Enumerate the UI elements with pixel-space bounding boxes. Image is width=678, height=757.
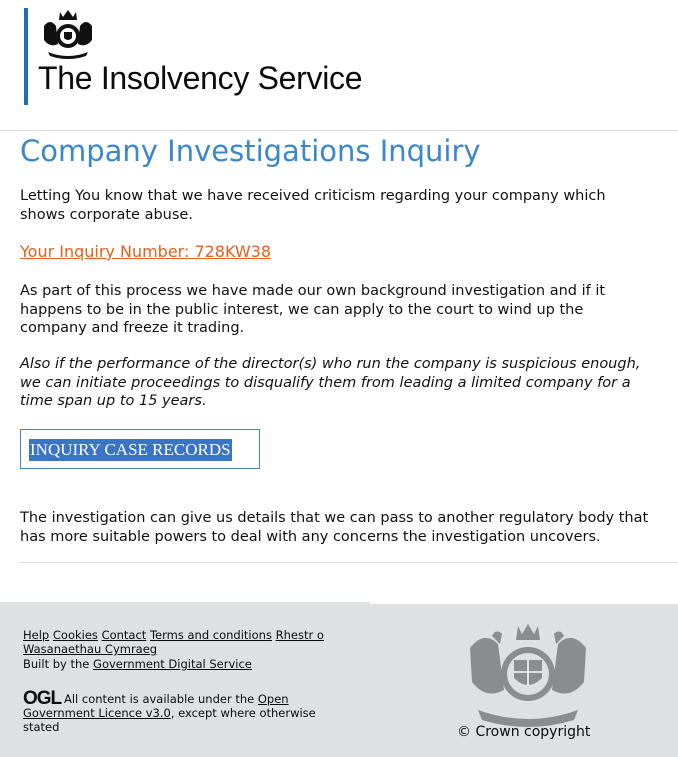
director-paragraph: Also if the performance of the director(s) who run the company is suspicious enough, we can initiate proceedings to disqualify them from leading a limited company for a time span up to 15 years.: [20, 356, 641, 409]
footer-link-terms[interactable]: Terms and conditions: [149, 628, 272, 642]
details-paragraph: The investigation can give us details that we can pass to another regulatory body that has more suitable powers to deal with any concerns the investigation uncovers.: [20, 510, 649, 545]
licence-text: [23, 692, 333, 734]
royal-coat-of-arms-icon: [462, 618, 594, 730]
ogl-logo: OGL: [23, 688, 62, 709]
licence-suffix: , except where otherwise stated: [23, 706, 316, 734]
header-accent-bar: [24, 8, 28, 105]
gds-link[interactable]: Government Digital Service: [93, 657, 252, 671]
built-prefix: Built by the: [23, 657, 90, 671]
intro-paragraph: Letting You know that we have received criticism regarding your company which shows corporate abuse.: [20, 188, 606, 223]
footer-link-cookies[interactable]: Cookies: [52, 628, 98, 642]
licence-link[interactable]: Open Government Licence v3.0: [23, 692, 289, 720]
inquiry-case-records-button[interactable]: [20, 429, 260, 469]
inquiry-case-records-label[interactable]: INQUIRY CASE RECORDS: [30, 440, 231, 459]
content-divider: [20, 562, 678, 563]
email-body: [20, 132, 650, 545]
footer-notch: [370, 602, 678, 604]
footer-link-welsh[interactable]: Rhestr o Wasanaethau Cymraeg: [23, 628, 324, 656]
licence-prefix: All content is available under the: [64, 692, 255, 706]
process-paragraph: As part of this process we have made our own background investigation and if it happens to be in the public interest, we can apply to the court to wind up the company and freeze it trading.: [20, 283, 606, 336]
footer-link-contact[interactable]: Contact: [101, 628, 147, 642]
site-header: [0, 0, 678, 130]
page-title: Company Investigations Inquiry: [20, 134, 481, 168]
site-footer: [0, 602, 678, 757]
royal-coat-of-arms-icon: [38, 8, 98, 60]
org-name: The Insolvency Service: [38, 60, 363, 96]
header-divider: [0, 130, 678, 131]
copyright: © Crown copyright: [457, 724, 591, 740]
built-by: [23, 657, 252, 671]
inquiry-number-link[interactable]: Your Inquiry Number: 728KW38: [20, 242, 272, 261]
footer-link-help[interactable]: Help: [23, 628, 50, 642]
footer-links: [23, 628, 363, 656]
